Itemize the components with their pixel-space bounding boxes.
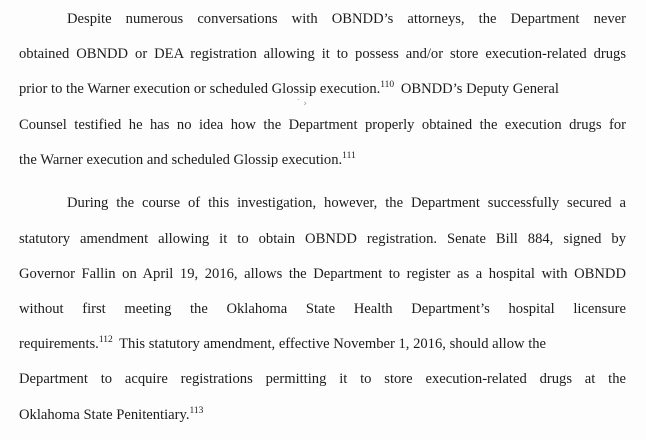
paragraph-1-line-2: obtained OBNDD or DEA registration allowing it to possess and/or store execution-related drugs xyxy=(19,46,626,62)
paragraph-2-line-4: without first meeting the Oklahoma State Health Department’s hospital licensure xyxy=(19,301,626,317)
paragraph-2-line-6: Department to acquire registrations permitting it to store execution-related drugs at the xyxy=(19,371,626,387)
paragraph-2-line-1: During the course of this investigation, however, the Department successfully secured a xyxy=(67,195,626,211)
paragraph-2-line-2: statutory amendment allowing it to obtain OBNDD registration. Senate Bill 884, signed by xyxy=(19,231,626,247)
paragraph-1-line-5 xyxy=(19,150,626,170)
paragraph-1-line-1: Despite numerous conversations with OBNDD’s attorneys, the Department never xyxy=(67,11,626,27)
paragraph-2-line-7-text: Oklahoma State Penitentiary. xyxy=(19,407,190,423)
paragraph-2-line-5 xyxy=(19,334,626,354)
paragraph-1-line-3-text-a: prior to the Warner execution or scheduled Glossip execution. xyxy=(19,81,381,97)
paragraph-1-line-3-text-b: OBNDD’s Deputy General xyxy=(397,81,559,97)
footnote-ref-111: 111 xyxy=(342,151,356,161)
paragraph-2-line-5-text-b: This statutory amendment, effective November 1, 2016, should allow the xyxy=(115,336,547,352)
paragraph-2-line-5-text-a: requirements. xyxy=(19,336,99,352)
paragraph-2-line-7 xyxy=(19,405,626,425)
footnote-ref-112: 112 xyxy=(98,335,113,345)
paragraph-2-line-3: Governor Fallin on April 19, 2016, allows the Department to register as a hospital with OBNDD xyxy=(19,266,626,282)
paragraph-1-line-3 xyxy=(19,79,626,99)
footnote-ref-110: 110 xyxy=(380,80,395,90)
scan-speck: ˙ › xyxy=(296,99,307,109)
footnote-ref-113: 113 xyxy=(189,406,204,416)
paragraph-1-line-5-text: the Warner execution and scheduled Glossip execution. xyxy=(19,152,343,168)
paragraph-1-line-4: Counsel testified he has no idea how the Department properly obtained the execution drugs for xyxy=(19,117,626,133)
